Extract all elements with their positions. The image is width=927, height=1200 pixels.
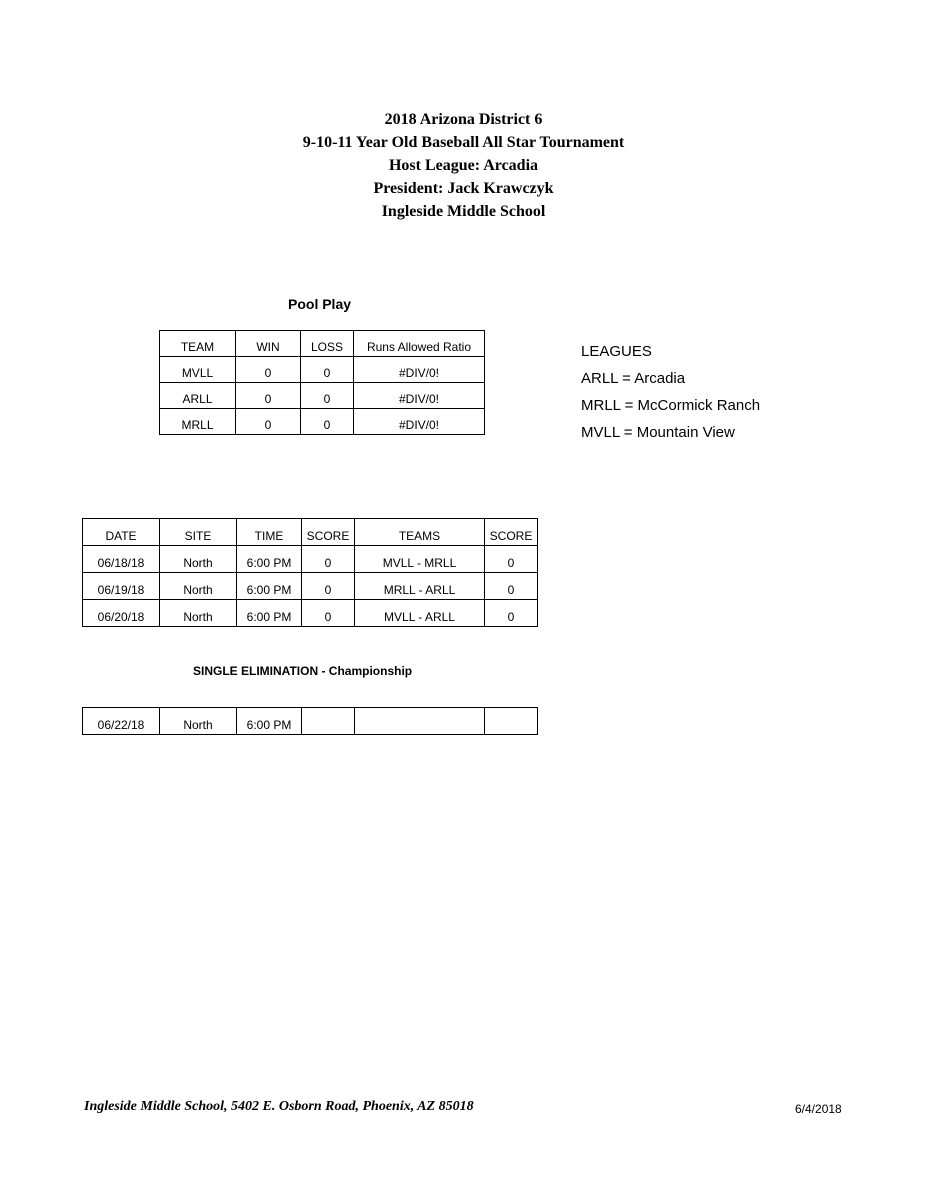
table-header-row — [160, 331, 485, 357]
table-row — [83, 546, 538, 573]
table-cell: 0 — [485, 600, 538, 627]
table-cell: North — [160, 546, 237, 573]
table-cell: 0 — [236, 357, 301, 383]
table-cell: North — [160, 573, 237, 600]
table-cell: #DIV/0! — [354, 383, 485, 409]
header-line-2: 9-10-11 Year Old Baseball All Star Tournament — [302, 134, 625, 151]
header-line-4: President: Jack Krawczyk — [373, 180, 554, 197]
table-cell — [485, 708, 538, 735]
column-header: TIME — [237, 519, 302, 546]
table-cell — [302, 708, 355, 735]
table-cell: 6:00 PM — [237, 600, 302, 627]
table-cell: 0 — [485, 573, 538, 600]
column-header: SCORE — [485, 519, 538, 546]
table-cell: MRLL - ARLL — [355, 573, 485, 600]
table-cell: MRLL — [160, 409, 236, 435]
column-header: WIN — [236, 331, 301, 357]
championship-table — [82, 707, 538, 735]
table-cell: 06/18/18 — [83, 546, 160, 573]
table-cell: 6:00 PM — [237, 573, 302, 600]
table-row — [160, 409, 485, 435]
league-item: MVLL = Mountain View — [581, 424, 735, 441]
table-cell: 0 — [301, 383, 354, 409]
table-cell: 06/20/18 — [83, 600, 160, 627]
game-schedule-table — [82, 518, 538, 627]
table-cell: 0 — [301, 409, 354, 435]
table-row — [83, 708, 538, 735]
table-header-row — [83, 519, 538, 546]
table-row — [160, 383, 485, 409]
column-header: TEAMS — [355, 519, 485, 546]
table-cell: 06/19/18 — [83, 573, 160, 600]
leagues-legend — [581, 338, 760, 446]
league-item: ARLL = Arcadia — [581, 370, 686, 387]
table-cell: 0 — [236, 383, 301, 409]
single-elimination-title: SINGLE ELIMINATION - Championship — [193, 664, 413, 678]
table-row — [83, 600, 538, 627]
table-cell: North — [160, 600, 237, 627]
header-line-3: Host League: Arcadia — [388, 157, 539, 174]
table-cell: 0 — [302, 546, 355, 573]
leagues-title: LEAGUES — [581, 343, 652, 360]
table-cell: North — [160, 708, 237, 735]
pool-play-table — [159, 330, 485, 435]
header-line-1: 2018 Arizona District 6 — [384, 111, 543, 128]
table-cell: #DIV/0! — [354, 357, 485, 383]
table-cell: MVLL - MRLL — [355, 546, 485, 573]
table-cell: 0 — [236, 409, 301, 435]
table-cell: 6:00 PM — [237, 708, 302, 735]
column-header: SCORE — [302, 519, 355, 546]
table-cell: 0 — [301, 357, 354, 383]
footer-date: 6/4/2018 — [795, 1102, 842, 1116]
table-row — [160, 357, 485, 383]
column-header: TEAM — [160, 331, 236, 357]
table-cell: MVLL — [160, 357, 236, 383]
column-header: SITE — [160, 519, 237, 546]
table-cell — [355, 708, 485, 735]
column-header: LOSS — [301, 331, 354, 357]
table-cell: 0 — [485, 546, 538, 573]
pool-play-title: Pool Play — [288, 296, 352, 312]
table-cell: 0 — [302, 573, 355, 600]
header-line-5: Ingleside Middle School — [381, 203, 546, 220]
table-cell: 06/22/18 — [83, 708, 160, 735]
league-item: MRLL = McCormick Ranch — [581, 397, 761, 414]
column-header: Runs Allowed Ratio — [354, 331, 485, 357]
table-cell: MVLL - ARLL — [355, 600, 485, 627]
table-cell: 6:00 PM — [237, 546, 302, 573]
table-cell: #DIV/0! — [354, 409, 485, 435]
document-header — [0, 108, 927, 223]
table-cell: ARLL — [160, 383, 236, 409]
table-cell: 0 — [302, 600, 355, 627]
column-header: DATE — [83, 519, 160, 546]
table-row — [83, 573, 538, 600]
footer-address: Ingleside Middle School, 5402 E. Osborn Road, Phoenix, AZ 85018 — [84, 1099, 474, 1114]
